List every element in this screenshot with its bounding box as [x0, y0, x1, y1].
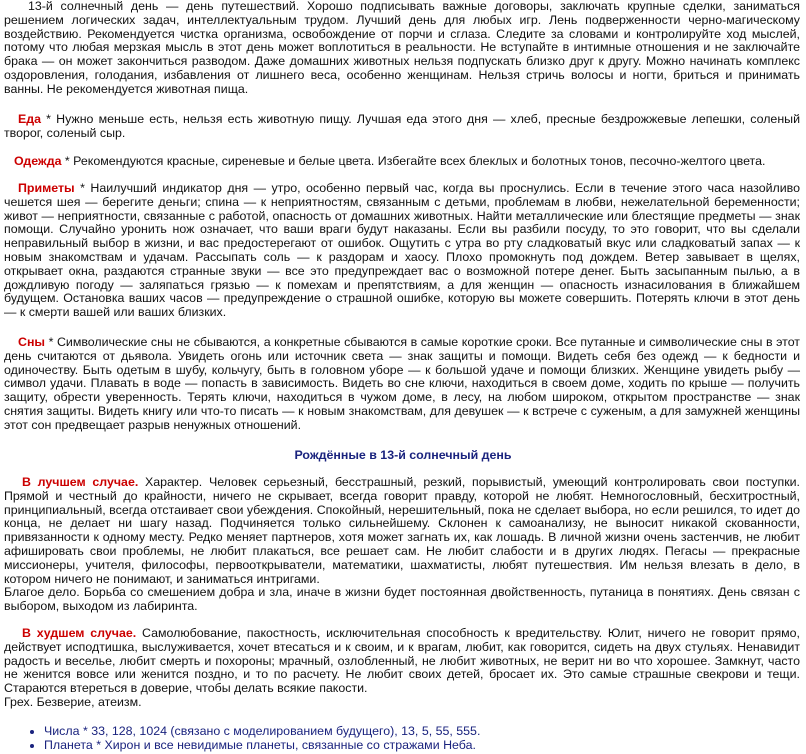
best-case-label: В лучшем случае. [22, 475, 139, 489]
born-heading: Рождённые в 13-й солнечный день [294, 448, 512, 462]
worst-case-extra: Грех. Безверие, атеизм. [4, 694, 142, 709]
intro-text: 13-й солнечный день — день путешествий. Хорошо подписывать важные договоры, заключать крупные сделки, заниматься решением логических задач, интеллектуальным трудом. Лучший день для любых игр. Лень подверженности черно-магическому воздействию. Рекомендуется чистка организма, освобождение от порчи и сглаза. Следите за словами и контролируйте ход мыслей, потому что любая мерзкая мысль в этот день может воплотиться в реальности. Не вступайте в интимные отношения и не заключайте брака — он может закончиться разводом. Даже домашних животных нельзя подпускать близко друг к другу. Можно начинать комплекс оздоровления, голодания, избавления от лишнего веса, особенно женщинам. Нельзя стричь волосы и ногти, бриться и принимать ванны. Не рекомендуется животная пища. [4, 0, 800, 96]
best-case-extra: Благое дело. Борьба со смешением добра и зла, иначе в жизни будет постоянная двойственность, путаница в понятиях. День связан с выбором, выходом из лабиринта. [4, 585, 800, 614]
clothing-paragraph [4, 155, 800, 169]
facts-list [0, 725, 800, 753]
best-case-text: Характер. Человек серьезный, бесстрашный, резкий, порывистый, умеющий контролировать свои поступки. Прямой и честный до крайности, ничего не скрывает, всегда говорит правду, которой не любят. Немногословный, бесхитростный, принципиальный, всегда отстаивает свои убеждения. Спокойный, нерешительный, пока не сделает выбора, но если решился, то идет до конца, не делает ни шагу назад. Подчиняется только сильнейшему. Склонен к самоанализу, не выносит никакой скованности, привязанности к одному месту. Редко меняет партнеров, хотя может загнать их, как лошадь. В личной жизни очень застенчив, не любит афишировать свои проблемы, не любит плакаться, все решает сам. Не любит слабости и в других людях. Пегасы — прекрасные миссионеры, учителя, философы, первооткрыватели, математики, шахматисты, любят путешествия. Им нельзя влезать в дело, в котором ничего не понимают, и заниматься интригами. [4, 475, 800, 586]
fact-numbers: • Числа * 33, 128, 1024 (связано с моделированием будущего), 13, 5, 55, 555. [44, 725, 800, 739]
intro-paragraph [4, 0, 800, 97]
food-text: * Нужно меньше есть, нельзя есть животную пищу. Лучшая еда этого дня — хлеб, пресные бездрожжевые лепешки, соленый творог, соленый сыр. [4, 112, 800, 140]
worst-case-label: В худшем случае. [22, 626, 137, 640]
worst-case-paragraph [4, 627, 800, 710]
omens-paragraph [4, 182, 800, 320]
food-paragraph [4, 113, 800, 141]
omens-text: * Наилучший индикатор дня — утро, особенно первый час, когда вы проснулись. Если в течение этого часа назойливо чешется шея — берегите деньги; спина — к неприятностям, связанным с детьми, проблемам в любви, нежелательной беременности; живот — неприятности, связанные с работой, опасность от домашних животных. Найти металлические или блестящие предметы — знак помощи. Случайно уронить нож означает, что ваши враги будут наказаны. Если вы разбили посуду, то это говорит, что вы сделали неправильный выбор в жизни, и вас предостерегают от ошибок. Ощутить с утра во рту сладковатый вкус или сладковатый запах — к новым знакомствам и удачам. Рассыпать соль — к раздорам и хаосу. Плохо промокнуть под дождем. Ветер завывает в щелях, открывает окна, раздаются странные звуки — все это предупреждает вас о возможной потере денег. Быть засыпанным пылью, а в дождливую погоду — заляпаться грязью — к помехам и препятствиям, а для женщин — опасность изнасилования в ближайшем будущем. Остановка ваших часов — предупреждение о страшной ошибке, которую вы можете совершить. Потерять ключи в этот день — к смерти вашей или ваших близких. [4, 181, 800, 320]
food-label: Еда [18, 112, 42, 126]
dreams-label: Сны [18, 335, 46, 349]
omens-label: Приметы [18, 181, 75, 195]
dreams-text: * Символические сны не сбываются, а конкретные сбываются в самые короткие сроки. Все путанные и символические сны в этот день считаются от дьявола. Увидеть огонь или источник света — знак защиты и помощи. Видеть себя без одежд — к бедности и одиночеству. Быть одетым в шубу, кольчугу, быть в головном уборе — к большой удаче и помощи близких. Женщине увидеть рыбу — символ удачи. Плавать в воде — попасть в зависимость. Видеть во сне ключи, находиться в своем доме, ходить по крыше — получить защиту, обрести уверенность. Терять ключи, находиться в чужом доме, в лесу, на любом широком, открытом пространстве — знак снятия защиты. Видеть книгу или что-то писать — к новым знакомствам, для девушек — к встрече с суженым, а для замужней женщины этот сон предвещает разрыв ненужных отношений. [4, 335, 800, 432]
clothing-label: Одежда [14, 154, 62, 168]
best-case-paragraph [4, 476, 800, 614]
fact-planet: • Планета * Хирон и все невидимые планеты, связанные со стражами Неба. [44, 739, 800, 753]
worst-case-text: Самолюбование, пакостность, исключительная способность к вредительству. Юлит, ничего не говорит прямо, действует исподтишка, выслуживается, хочет втесаться и к своим, и к врагам, любит, как говорится, сидеть на двух стульях. Ненавидит радость и веселье, любит смерть и похороны; мрачный, озлобленный, не любит животных, не верит ни во что хорошее. Замкнут, часто не женится вовсе или женится поздно, и то по расчету. Не любит своих детей, бросает их. Это самые страшные свекрови и тещи. Стараются втереться в доверие, чтобы делать всякие пакости. [4, 626, 801, 696]
dreams-paragraph [4, 336, 800, 433]
clothing-text: * Рекомендуются красные, сиреневые и белые цвета. Избегайте всех блеклых и болотных тонов, песочно-желтого цвета. [61, 154, 766, 168]
